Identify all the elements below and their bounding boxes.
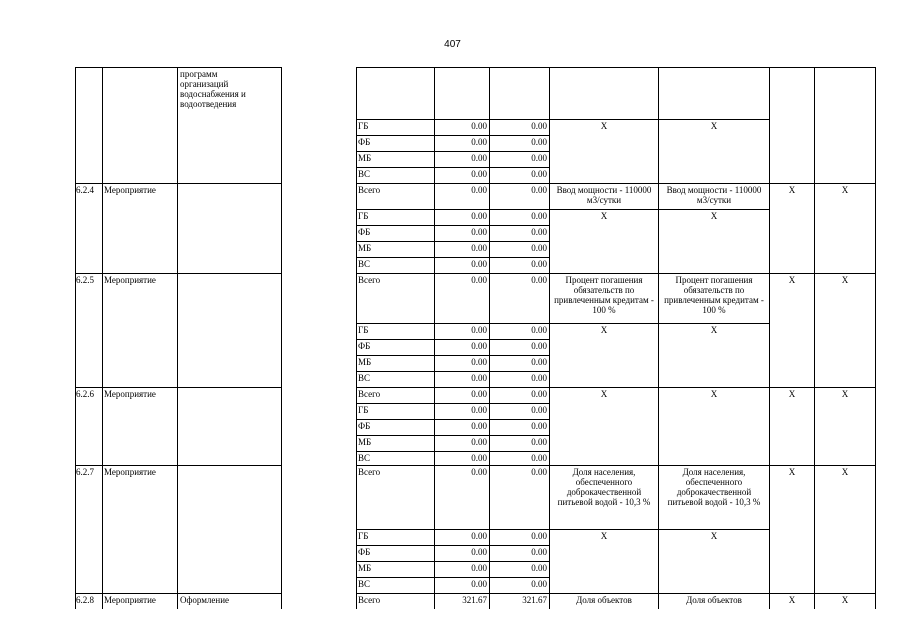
mark-cell: Х bbox=[841, 275, 849, 285]
name-line: водоснабжения и bbox=[180, 89, 246, 99]
table-border bbox=[549, 209, 770, 210]
table-border bbox=[356, 371, 550, 372]
indicator-cell: Х bbox=[600, 211, 608, 221]
source-cell: ФБ bbox=[358, 421, 371, 431]
event-number: 6.2.8 bbox=[76, 595, 94, 605]
table-border bbox=[356, 577, 550, 578]
event-number: 6.2.7 bbox=[76, 467, 94, 477]
value-cell: 0.00 bbox=[531, 153, 547, 163]
event-type: Мероприятие bbox=[104, 275, 156, 285]
indicator-cell: Доля населения, обеспеченного доброкачественной питьевой водой - 10,3 % bbox=[557, 467, 651, 507]
source-cell: ГБ bbox=[358, 325, 369, 335]
indicator-cell: Процент погашения обязательств по привлеченным кредитам - 100 % bbox=[664, 275, 764, 315]
value-cell: 0.00 bbox=[471, 453, 487, 463]
table-border bbox=[356, 119, 550, 120]
value-cell: 0.00 bbox=[531, 227, 547, 237]
mark-cell: Х bbox=[841, 185, 849, 195]
indicator-cell: Х bbox=[600, 325, 608, 335]
table-border bbox=[356, 545, 550, 546]
right-table-fragment bbox=[356, 67, 875, 608]
table-border bbox=[356, 593, 876, 594]
indicator-cell: Х bbox=[600, 531, 608, 541]
event-type: Мероприятие bbox=[104, 595, 156, 605]
value-cell: 0.00 bbox=[531, 467, 547, 477]
table-border bbox=[356, 403, 550, 404]
table-border bbox=[75, 67, 282, 68]
value-cell: 0.00 bbox=[531, 325, 547, 335]
mark-cell: Х bbox=[788, 275, 796, 285]
source-cell: Всего bbox=[358, 595, 381, 605]
indicator-cell: Доля объектов bbox=[576, 595, 632, 605]
event-type: Мероприятие bbox=[104, 467, 156, 477]
indicator-cell: Х bbox=[710, 121, 718, 131]
value-cell: 0.00 bbox=[471, 325, 487, 335]
table-border bbox=[489, 67, 490, 609]
left-table-fragment bbox=[75, 67, 281, 608]
value-cell: 0.00 bbox=[531, 169, 547, 179]
mark-cell: Х bbox=[841, 467, 849, 477]
continued-name-cell bbox=[180, 69, 280, 109]
mark-cell: Х bbox=[841, 389, 849, 399]
table-border bbox=[356, 167, 550, 168]
value-cell: 0.00 bbox=[471, 389, 487, 399]
source-cell: МБ bbox=[358, 243, 372, 253]
source-cell: Всего bbox=[358, 467, 381, 477]
table-border bbox=[356, 387, 876, 388]
value-cell: 0.00 bbox=[531, 185, 547, 195]
value-cell: 321.67 bbox=[522, 595, 547, 605]
value-cell: 0.00 bbox=[471, 357, 487, 367]
value-cell: 0.00 bbox=[531, 259, 547, 269]
value-cell: 0.00 bbox=[531, 405, 547, 415]
value-cell: 0.00 bbox=[471, 373, 487, 383]
table-border bbox=[356, 257, 550, 258]
table-border bbox=[356, 151, 550, 152]
event-name: Оформление bbox=[180, 595, 230, 605]
value-cell: 0.00 bbox=[471, 169, 487, 179]
table-border bbox=[356, 339, 550, 340]
source-cell: ВС bbox=[358, 169, 371, 179]
value-cell: 0.00 bbox=[531, 357, 547, 367]
event-number: 6.2.6 bbox=[76, 389, 94, 399]
value-cell: 0.00 bbox=[531, 137, 547, 147]
event-number: 6.2.5 bbox=[76, 275, 94, 285]
value-cell: 0.00 bbox=[471, 227, 487, 237]
table-border bbox=[549, 67, 550, 609]
value-cell: 0.00 bbox=[531, 437, 547, 447]
table-border bbox=[875, 67, 876, 609]
table-border bbox=[549, 119, 770, 120]
value-cell: 0.00 bbox=[471, 437, 487, 447]
value-cell: 0.00 bbox=[531, 579, 547, 589]
source-cell: ГБ bbox=[358, 531, 369, 541]
table-border bbox=[356, 183, 876, 184]
table-border bbox=[356, 225, 550, 226]
value-cell: 0.00 bbox=[531, 121, 547, 131]
table-border bbox=[769, 67, 770, 609]
table-border bbox=[356, 273, 876, 274]
mark-cell: Х bbox=[841, 595, 849, 605]
source-cell: ВС bbox=[358, 259, 371, 269]
source-cell: ФБ bbox=[358, 227, 371, 237]
value-cell: 0.00 bbox=[471, 467, 487, 477]
source-cell: ФБ bbox=[358, 341, 371, 351]
value-cell: 0.00 bbox=[471, 185, 487, 195]
mark-cell: Х bbox=[788, 185, 796, 195]
indicator-cell: Х bbox=[710, 325, 718, 335]
value-cell: 0.00 bbox=[471, 121, 487, 131]
event-number: 6.2.4 bbox=[76, 185, 94, 195]
indicator-cell: Х bbox=[710, 211, 718, 221]
value-cell: 0.00 bbox=[471, 341, 487, 351]
table-border bbox=[75, 387, 282, 388]
value-cell: 0.00 bbox=[531, 547, 547, 557]
table-border bbox=[75, 273, 282, 274]
value-cell: 0.00 bbox=[471, 531, 487, 541]
source-cell: МБ bbox=[358, 357, 372, 367]
table-border bbox=[356, 529, 550, 530]
name-line: организаций bbox=[180, 79, 229, 89]
value-cell: 0.00 bbox=[471, 563, 487, 573]
source-cell: МБ bbox=[358, 563, 372, 573]
value-cell: 0.00 bbox=[471, 547, 487, 557]
value-cell: 0.00 bbox=[471, 421, 487, 431]
table-border bbox=[102, 67, 103, 609]
table-border bbox=[75, 465, 282, 466]
value-cell: 0.00 bbox=[531, 453, 547, 463]
table-border bbox=[75, 183, 282, 184]
name-line: программ bbox=[180, 69, 218, 79]
value-cell: 0.00 bbox=[531, 389, 547, 399]
value-cell: 0.00 bbox=[531, 211, 547, 221]
indicator-cell: Х bbox=[710, 531, 718, 541]
table-border bbox=[177, 67, 178, 609]
source-cell: ВС bbox=[358, 579, 371, 589]
table-border bbox=[356, 419, 550, 420]
indicator-cell: Ввод мощности - 110000 м3/сутки bbox=[556, 185, 652, 205]
value-cell: 0.00 bbox=[531, 373, 547, 383]
table-border bbox=[75, 593, 282, 594]
value-cell: 0.00 bbox=[471, 137, 487, 147]
value-cell: 0.00 bbox=[471, 405, 487, 415]
indicator-cell: Х bbox=[600, 389, 608, 399]
value-cell: 0.00 bbox=[531, 243, 547, 253]
source-cell: ФБ bbox=[358, 547, 371, 557]
value-cell: 0.00 bbox=[471, 153, 487, 163]
source-cell: ГБ bbox=[358, 121, 369, 131]
mark-cell: Х bbox=[788, 595, 796, 605]
indicator-cell: Доля объектов bbox=[686, 595, 742, 605]
table-border bbox=[356, 451, 550, 452]
value-cell: 0.00 bbox=[531, 531, 547, 541]
source-cell: ГБ bbox=[358, 211, 369, 221]
indicator-cell: Х bbox=[710, 389, 718, 399]
value-cell: 321.67 bbox=[462, 595, 487, 605]
indicator-cell: Процент погашения обязательств по привлеченным кредитам - 100 % bbox=[554, 275, 654, 315]
table-border bbox=[658, 67, 659, 609]
table-border bbox=[434, 67, 435, 609]
source-cell: Всего bbox=[358, 275, 381, 285]
table-border bbox=[814, 67, 815, 609]
table-border bbox=[356, 241, 550, 242]
event-type: Мероприятие bbox=[104, 185, 156, 195]
source-cell: ВС bbox=[358, 453, 371, 463]
value-cell: 0.00 bbox=[531, 275, 547, 285]
mark-cell: Х bbox=[788, 467, 796, 477]
value-cell: 0.00 bbox=[531, 421, 547, 431]
source-cell: Всего bbox=[358, 185, 381, 195]
table-border bbox=[75, 67, 76, 609]
table-border bbox=[356, 465, 876, 466]
table-border bbox=[281, 67, 282, 609]
table-border bbox=[356, 67, 357, 609]
indicator-cell: Доля населения, обеспеченного доброкачественной питьевой водой - 10,3 % bbox=[667, 467, 761, 507]
value-cell: 0.00 bbox=[531, 341, 547, 351]
value-cell: 0.00 bbox=[471, 243, 487, 253]
table-border bbox=[356, 209, 550, 210]
indicator-cell: Ввод мощности - 110000 м3/сутки bbox=[666, 185, 762, 205]
table-border bbox=[549, 323, 770, 324]
source-cell: Всего bbox=[358, 389, 381, 399]
page-number: 407 bbox=[444, 39, 461, 50]
value-cell: 0.00 bbox=[531, 563, 547, 573]
name-line: водоотведения bbox=[180, 99, 237, 109]
source-cell: ВС bbox=[358, 373, 371, 383]
source-cell: ГБ bbox=[358, 405, 369, 415]
indicator-cell: Х bbox=[600, 121, 608, 131]
table-border bbox=[549, 529, 770, 530]
source-cell: ФБ bbox=[358, 137, 371, 147]
value-cell: 0.00 bbox=[471, 275, 487, 285]
table-border bbox=[356, 135, 550, 136]
value-cell: 0.00 bbox=[471, 211, 487, 221]
source-cell: МБ bbox=[358, 153, 372, 163]
mark-cell: Х bbox=[788, 389, 796, 399]
table-border bbox=[356, 323, 550, 324]
value-cell: 0.00 bbox=[471, 579, 487, 589]
table-border bbox=[356, 561, 550, 562]
table-border bbox=[356, 435, 550, 436]
event-type: Мероприятие bbox=[104, 389, 156, 399]
table-border bbox=[356, 355, 550, 356]
value-cell: 0.00 bbox=[471, 259, 487, 269]
source-cell: МБ bbox=[358, 437, 372, 447]
